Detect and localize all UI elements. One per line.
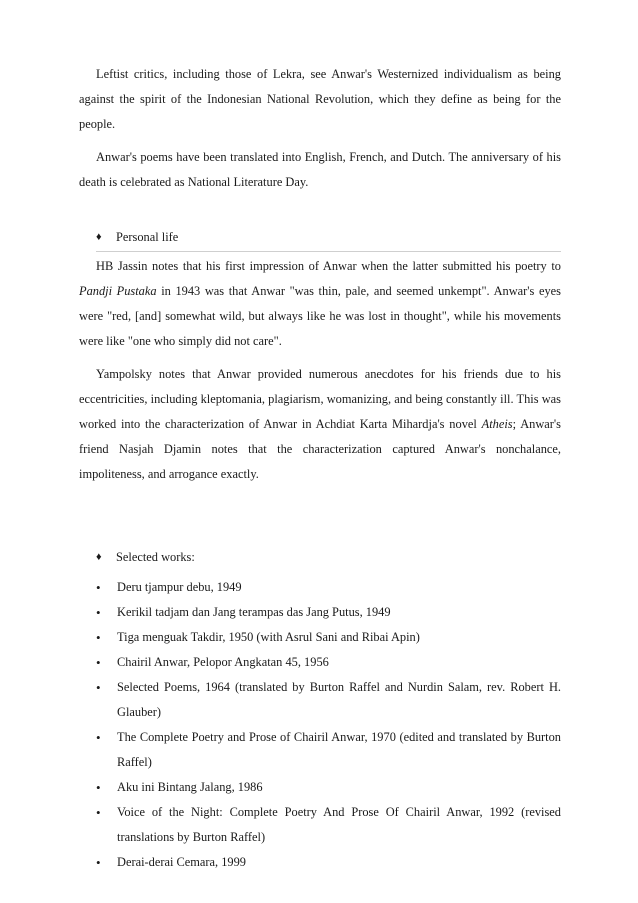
- diamond-bullet-icon: ♦: [96, 550, 102, 563]
- list-item: [79, 850, 561, 875]
- magazine-title: Pandji Pustaka: [79, 284, 157, 298]
- bullet-icon: •: [96, 805, 101, 820]
- work-text: Selected Poems, 1964 (translated by Burton Raffel and Nurdin Salam, rev. Robert H. Glauber): [117, 680, 561, 719]
- paragraph-text: HB Jassin notes that his first impression of Anwar when the latter submitted his poetry to: [96, 259, 561, 273]
- paragraph-translations: Anwar's poems have been translated into English, French, and Dutch. The anniversary of his death is celebrated as National Literature Day.: [79, 150, 561, 189]
- list-item: [79, 575, 561, 600]
- work-text: The Complete Poetry and Prose of Chairil Anwar, 1970 (edited and translated by Burton Raffel): [117, 730, 561, 769]
- section-divider: [96, 251, 561, 252]
- work-text: Aku ini Bintang Jalang, 1986: [117, 780, 263, 794]
- list-item: [79, 650, 561, 675]
- document-page: [79, 62, 561, 875]
- bullet-icon: •: [96, 680, 101, 695]
- list-item: [79, 675, 561, 725]
- bullet-icon: •: [96, 580, 101, 595]
- work-text: Tiga menguak Takdir, 1950 (with Asrul Sani and Ribai Apin): [117, 630, 420, 644]
- spacer: [79, 495, 561, 515]
- paragraph-text: ; Anwar's friend Nasjah Djamin notes that the characterization captured Anwar's nonchalance, impoliteness, and arrogance exactly.: [79, 417, 561, 481]
- section-title: Personal life: [116, 229, 179, 244]
- list-item: [79, 800, 561, 850]
- bullet-icon: •: [96, 855, 101, 870]
- bullet-icon: •: [96, 630, 101, 645]
- bullet-icon: •: [96, 780, 101, 795]
- bullet-icon: •: [96, 655, 101, 670]
- bullet-icon: •: [96, 605, 101, 620]
- list-item: [79, 625, 561, 650]
- works-list: [79, 575, 561, 875]
- work-text: Kerikil tadjam dan Jang terampas das Jang Putus, 1949: [117, 605, 391, 619]
- section-title: Selected works:: [116, 549, 195, 564]
- section-heading-personal-life: [79, 225, 561, 249]
- work-text: Deru tjampur debu, 1949: [117, 580, 242, 594]
- paragraph-jassin: [79, 254, 561, 354]
- list-item: [79, 600, 561, 625]
- paragraph-text: in 1943 was that Anwar "was thin, pale, and seemed unkempt". Anwar's eyes were "red, [and] somewhat wild, but always like he was lost in thought", while his movements were like "one who simply did not care".: [79, 284, 561, 348]
- work-text: Chairil Anwar, Pelopor Angkatan 45, 1956: [117, 655, 329, 669]
- paragraph-leftist-critics: Leftist critics, including those of Lekra, see Anwar's Westernized individualism as being against the spirit of the Indonesian National Revolution, which they define as being for the people.: [79, 67, 561, 131]
- work-text: Voice of the Night: Complete Poetry And Prose Of Chairil Anwar, 1992 (revised translations by Burton Raffel): [117, 805, 561, 844]
- bullet-icon: •: [96, 730, 101, 745]
- list-item: [79, 725, 561, 775]
- work-text: Derai-derai Cemara, 1999: [117, 855, 247, 869]
- section-heading-selected-works: [79, 545, 561, 569]
- paragraph-text: Yampolsky notes that Anwar provided numerous anecdotes for his friends due to his eccentricities, including kleptomania, plagiarism, womanizing, and being constantly ill. This was worked into the characterization of Anwar in Achdiat Karta Mihardja's novel: [79, 367, 561, 431]
- novel-title: Atheis: [481, 417, 513, 431]
- paragraph-yampolsky: [79, 362, 561, 487]
- list-item: [79, 775, 561, 800]
- diamond-bullet-icon: ♦: [96, 230, 102, 243]
